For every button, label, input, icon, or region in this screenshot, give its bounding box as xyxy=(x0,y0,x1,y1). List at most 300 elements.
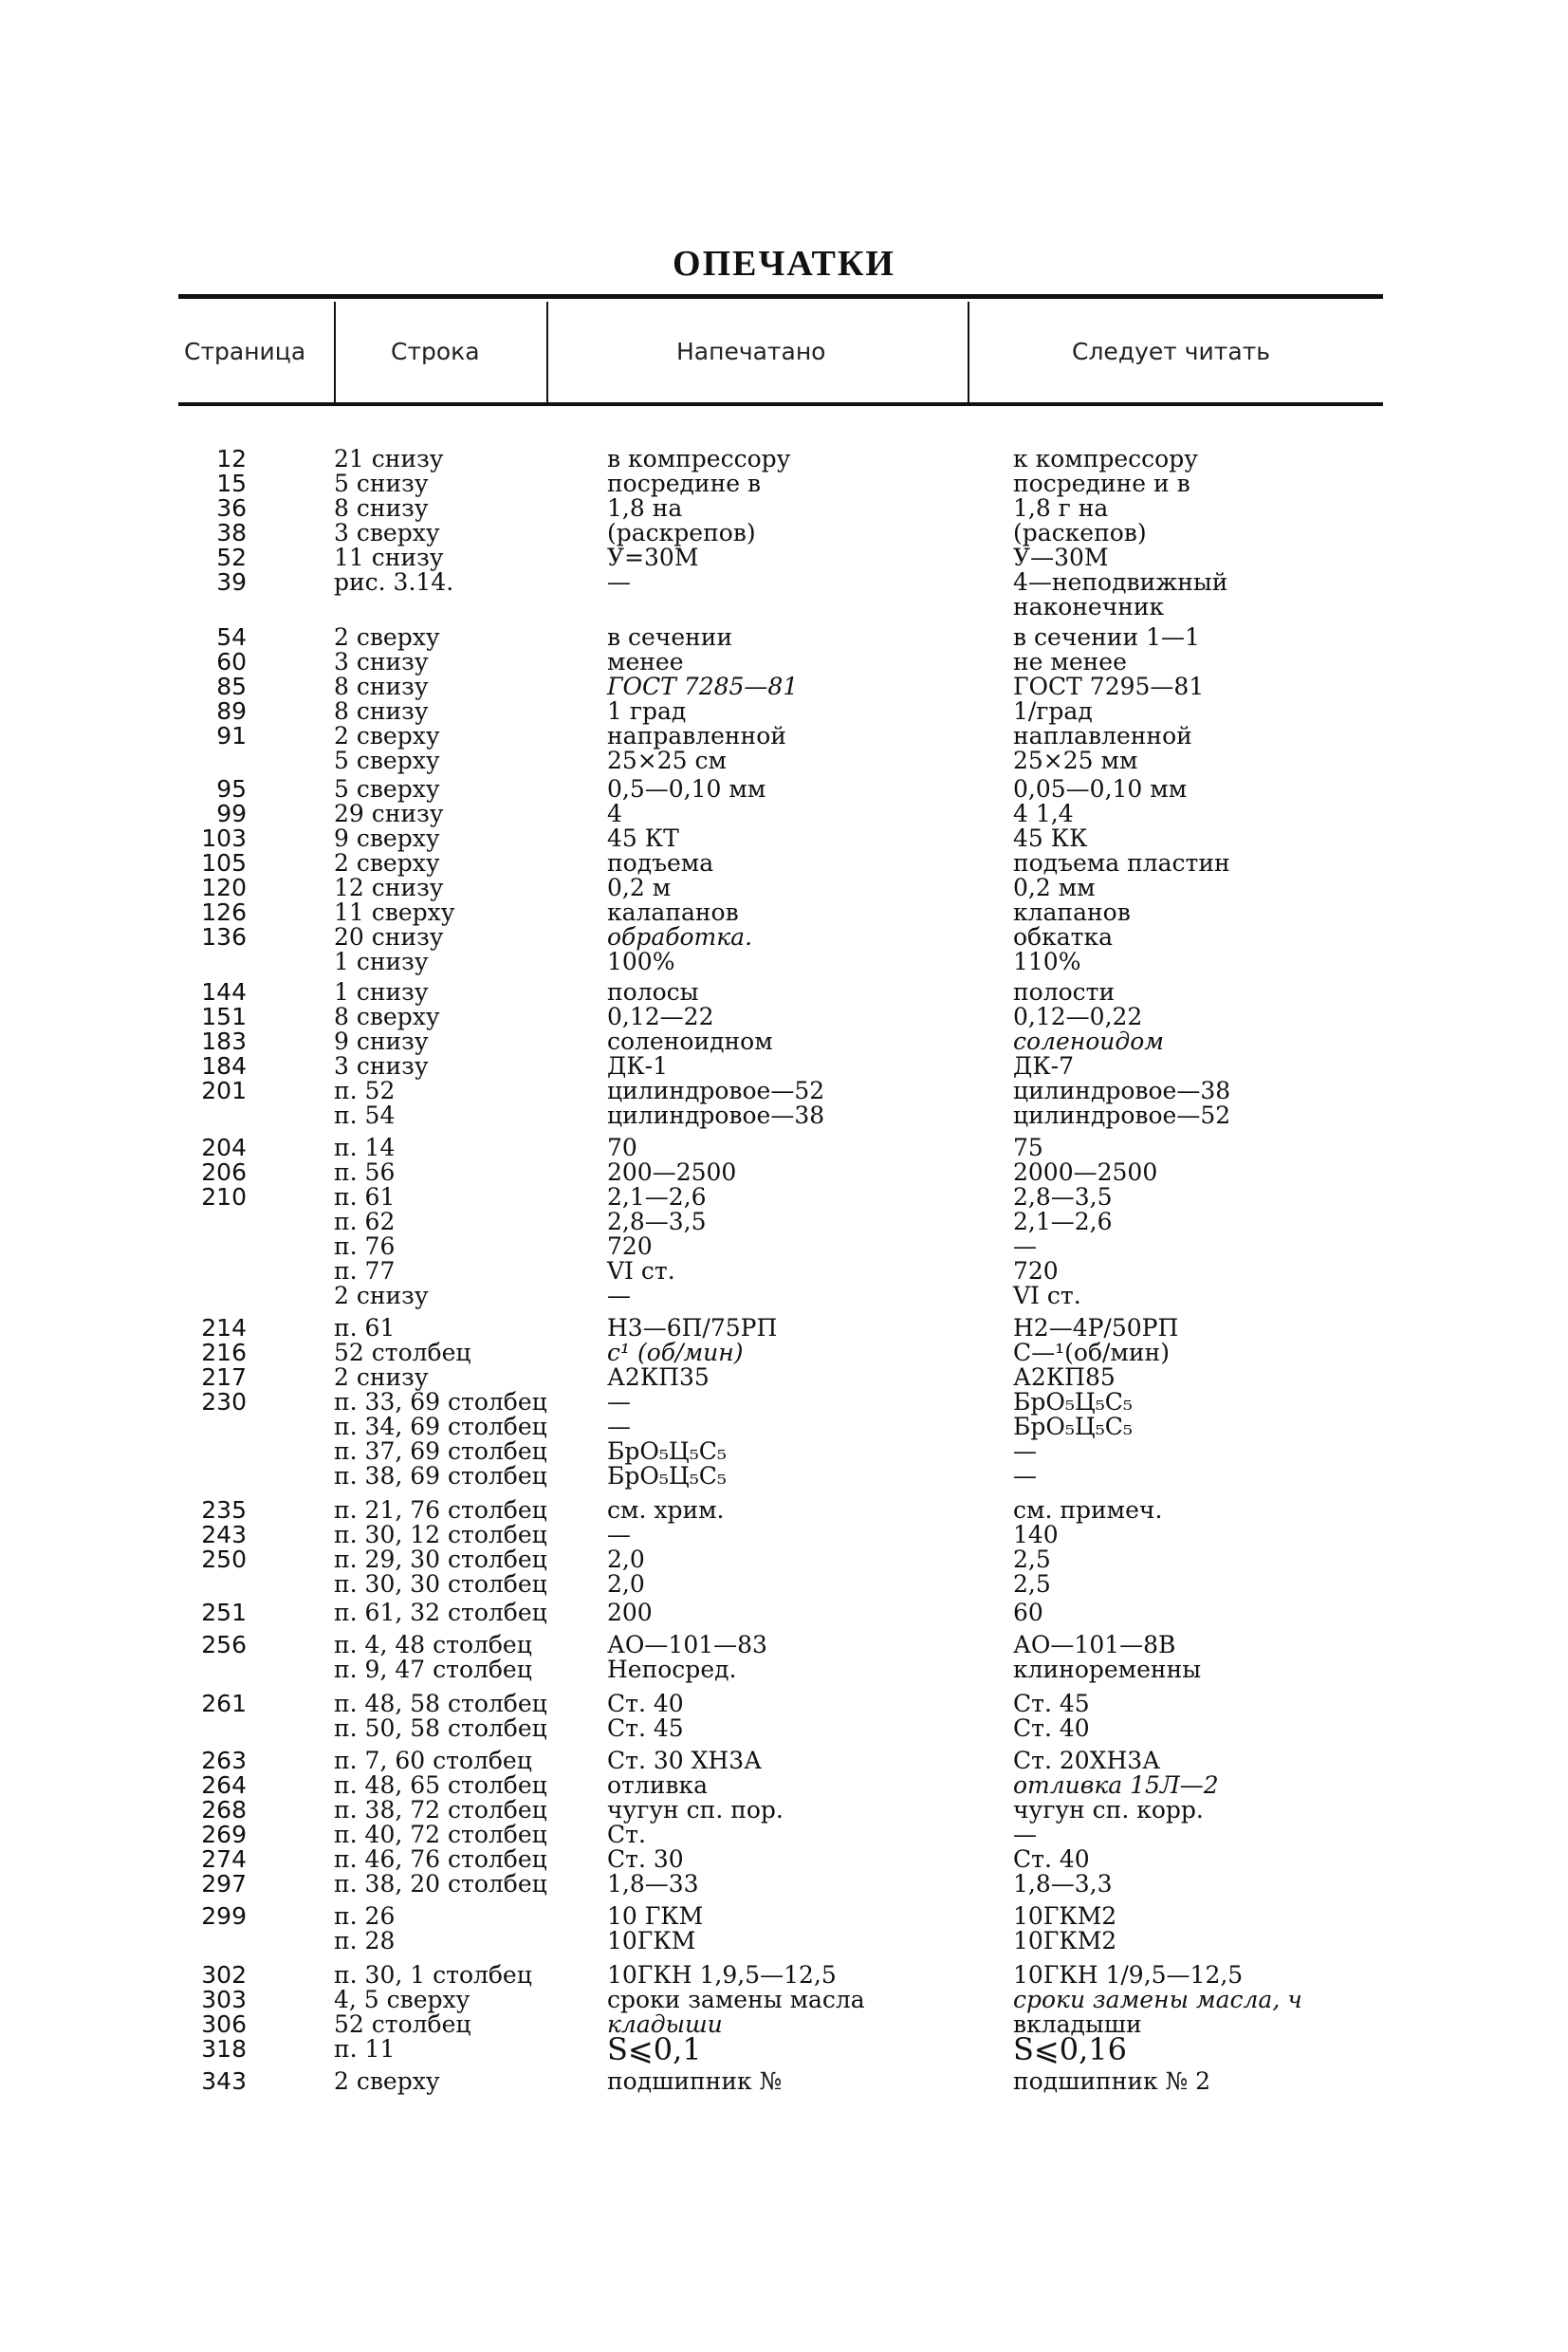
printed-cell: 45 КТ xyxy=(607,824,679,852)
printed-cell: — xyxy=(607,1388,631,1416)
should-read-cell: 140 xyxy=(1013,1521,1059,1548)
should-read-cell: 25×25 мм xyxy=(1013,747,1138,774)
should-read-cell: 0,05—0,10 мм xyxy=(1013,775,1188,803)
should-read-cell: 2,5 xyxy=(1013,1546,1051,1573)
line-cell: 9 сверху xyxy=(334,824,440,852)
printed-cell: — xyxy=(607,1282,631,1309)
printed-cell: соленоидном xyxy=(607,1028,773,1055)
should-read-cell: VI ст. xyxy=(1013,1282,1081,1309)
printed-cell: 70 xyxy=(607,1134,637,1161)
page-cell: 216 xyxy=(201,1339,247,1366)
printed-cell: А2КП35 xyxy=(607,1363,710,1391)
should-read-cell: цилиндровое—38 xyxy=(1013,1077,1231,1104)
line-cell: п. 61 xyxy=(334,1183,396,1211)
printed-cell: 2,0 xyxy=(607,1546,645,1573)
page-cell: 214 xyxy=(201,1314,247,1342)
table-row xyxy=(0,1209,1568,1235)
printed-cell: в компрессору xyxy=(607,445,791,472)
table-row xyxy=(0,723,1568,750)
page-cell: 204 xyxy=(201,1134,247,1161)
should-read-cell: 10ГКН 1/9,5—12,5 xyxy=(1013,1961,1244,1989)
page-cell: 274 xyxy=(201,1845,247,1873)
line-cell: п. 52 xyxy=(334,1077,396,1104)
printed-cell: направленной xyxy=(607,722,786,750)
page-cell: 136 xyxy=(201,923,247,951)
line-cell: 3 снизу xyxy=(334,648,429,676)
printed-cell: посредине в xyxy=(607,470,762,497)
table-row xyxy=(0,825,1568,852)
table-row xyxy=(0,520,1568,546)
printed-cell: чугун сп. пор. xyxy=(607,1796,784,1824)
line-cell: 20 снизу xyxy=(334,923,444,951)
table-row xyxy=(0,1928,1568,1954)
page-cell: 306 xyxy=(201,2010,247,2038)
line-cell: п. 48, 65 столбец xyxy=(334,1771,547,1799)
page-cell: 38 xyxy=(216,519,247,546)
should-read-cell: — xyxy=(1013,1462,1037,1490)
should-read-cell: ДК-7 xyxy=(1013,1052,1075,1080)
should-read-cell: БрО₅Ц₅С₅ xyxy=(1013,1388,1133,1416)
should-read-cell: 45 КК xyxy=(1013,824,1088,852)
printed-cell: ДК-1 xyxy=(607,1052,669,1080)
should-read-cell: — xyxy=(1013,1232,1037,1260)
table-row xyxy=(0,2011,1568,2038)
line-cell: 2 сверху xyxy=(334,722,440,750)
should-read-cell: — xyxy=(1013,1437,1037,1465)
line-cell: 5 сверху xyxy=(334,775,440,803)
should-read-cell: 110% xyxy=(1013,948,1081,975)
line-cell: п. 61, 32 столбец xyxy=(334,1599,547,1626)
table-row xyxy=(0,899,1568,926)
page-title: ОПЕЧАТКИ xyxy=(673,244,895,284)
printed-cell: 0,12—22 xyxy=(607,1003,714,1030)
page-cell: 54 xyxy=(216,623,247,651)
table-row xyxy=(0,545,1568,571)
page-cell: 52 xyxy=(216,544,247,571)
line-cell: п. 11 xyxy=(334,2035,396,2063)
table-row xyxy=(0,979,1568,1006)
printed-cell: Ст. 45 xyxy=(607,1714,684,1742)
printed-cell: в сечении xyxy=(607,623,733,651)
table-row xyxy=(0,1184,1568,1211)
should-read-cell: клапанов xyxy=(1013,898,1131,926)
printed-cell: с¹ (об/мин) xyxy=(607,1339,744,1366)
printed-cell: БрО₅Ц₅С₅ xyxy=(607,1462,727,1490)
printed-cell: 4 xyxy=(607,800,622,827)
should-read-cell: 10ГКМ2 xyxy=(1013,1902,1117,1930)
page-cell: 85 xyxy=(216,673,247,700)
line-cell: 52 столбец xyxy=(334,1339,471,1366)
line-cell: п. 7, 60 столбец xyxy=(334,1747,532,1774)
should-read-cell: цилиндровое—52 xyxy=(1013,1102,1231,1129)
page-cell: 268 xyxy=(201,1796,247,1824)
printed-cell: Ст. 30 ХН3А xyxy=(607,1747,763,1774)
printed-cell: отливка xyxy=(607,1771,709,1799)
printed-cell: БрО₅Ц₅С₅ xyxy=(607,1437,727,1465)
line-cell: п. 61 xyxy=(334,1314,396,1342)
table-row xyxy=(0,1871,1568,1898)
printed-cell: цилиндровое—52 xyxy=(607,1077,825,1104)
table-row xyxy=(0,674,1568,700)
page-cell: 297 xyxy=(201,1870,247,1898)
printed-cell: VI ст. xyxy=(607,1257,675,1285)
printed-cell: АО—101—83 xyxy=(607,1631,767,1658)
page-cell: 250 xyxy=(201,1546,247,1573)
table-row xyxy=(0,2031,1568,2067)
line-cell: п. 26 xyxy=(334,1902,396,1930)
table-row xyxy=(0,1389,1568,1416)
line-cell: 3 сверху xyxy=(334,519,440,546)
printed-cell: 2,0 xyxy=(607,1570,645,1598)
should-read-cell: Ст. 20ХН3А xyxy=(1013,1747,1161,1774)
printed-cell: 25×25 см xyxy=(607,747,727,774)
printed-cell: полосы xyxy=(607,978,699,1006)
page-cell: 243 xyxy=(201,1521,247,1548)
should-read-cell: 1,8—3,3 xyxy=(1013,1870,1113,1898)
printed-cell: — xyxy=(607,568,631,596)
table-row xyxy=(0,1438,1568,1465)
table-row xyxy=(0,2068,1568,2095)
page-cell: 144 xyxy=(201,978,247,1006)
should-read-cell: У—30М xyxy=(1013,544,1109,571)
page-cell: 99 xyxy=(216,800,247,827)
should-read-cell: 10ГКМ2 xyxy=(1013,1927,1117,1954)
line-cell: 8 снизу xyxy=(334,494,429,522)
should-read-cell: 720 xyxy=(1013,1257,1059,1285)
should-read-cell: полости xyxy=(1013,978,1116,1006)
should-read-cell: 4—неподвижный xyxy=(1013,568,1228,596)
line-cell: п. 38, 20 столбец xyxy=(334,1870,547,1898)
printed-cell: 10ГКН 1,9,5—12,5 xyxy=(607,1961,837,1989)
table-row xyxy=(0,1258,1568,1285)
page-cell: 91 xyxy=(216,722,247,750)
line-cell: п. 33, 69 столбец xyxy=(334,1388,547,1416)
line-cell: п. 9, 47 столбец xyxy=(334,1656,532,1683)
line-cell: п. 48, 58 столбец xyxy=(334,1690,547,1717)
printed-cell: ГОСТ 7285—81 xyxy=(607,673,799,700)
line-cell: 52 столбец xyxy=(334,2010,471,2038)
page-cell: 217 xyxy=(201,1363,247,1391)
table-row xyxy=(0,1315,1568,1342)
table-row xyxy=(0,1004,1568,1030)
page-cell: 39 xyxy=(216,568,247,596)
printed-cell: 200—2500 xyxy=(607,1158,737,1186)
table-row xyxy=(0,776,1568,803)
table-row xyxy=(0,1772,1568,1799)
table-row xyxy=(0,801,1568,827)
line-cell: п. 37, 69 столбец xyxy=(334,1437,547,1465)
table-row xyxy=(0,1846,1568,1873)
should-read-cell: ГОСТ 7295—81 xyxy=(1013,673,1205,700)
line-cell: п. 4, 48 столбец xyxy=(334,1631,532,1658)
should-read-cell: 1,8 г на xyxy=(1013,494,1109,522)
table-row xyxy=(0,495,1568,522)
should-read-cell: 2,1—2,6 xyxy=(1013,1208,1113,1235)
printed-cell: цилиндровое—38 xyxy=(607,1102,825,1129)
should-read-cell: АО—101—8В xyxy=(1013,1631,1176,1658)
table-row xyxy=(0,1600,1568,1626)
page-cell: 256 xyxy=(201,1631,247,1658)
printed-cell: см. хрим. xyxy=(607,1496,725,1524)
printed-cell: Ст. xyxy=(607,1821,646,1848)
page-cell: 183 xyxy=(201,1028,247,1055)
line-cell: 2 сверху xyxy=(334,2067,440,2095)
table-row xyxy=(0,624,1568,651)
page-cell: 206 xyxy=(201,1158,247,1186)
line-cell: 4, 5 сверху xyxy=(334,1986,470,2013)
table-row xyxy=(0,1102,1568,1129)
printed-cell: 1,8—33 xyxy=(607,1870,699,1898)
table-row xyxy=(0,1340,1568,1366)
line-cell: п. 29, 30 столбец xyxy=(334,1546,547,1573)
page-cell: 60 xyxy=(216,648,247,676)
line-cell: п. 14 xyxy=(334,1134,396,1161)
line-cell: п. 30, 30 столбец xyxy=(334,1570,547,1598)
line-cell: п. 77 xyxy=(334,1257,396,1285)
page-cell: 184 xyxy=(201,1052,247,1080)
line-cell: 1 снизу xyxy=(334,948,429,975)
printed-cell: обработка. xyxy=(607,923,753,951)
table-row xyxy=(0,1657,1568,1683)
printed-cell: Ст. 40 xyxy=(607,1690,684,1717)
line-cell: п. 30, 1 столбец xyxy=(334,1961,532,1989)
printed-cell: кладыши xyxy=(607,2010,723,2038)
printed-cell: 10ГКМ xyxy=(607,1927,696,1954)
header-page: Страница xyxy=(184,338,306,365)
should-read-cell: (раскепов) xyxy=(1013,519,1147,546)
printed-cell: — xyxy=(607,1413,631,1440)
printed-cell: 1,8 на xyxy=(607,494,683,522)
page-cell: 302 xyxy=(201,1961,247,1989)
line-cell: п. 28 xyxy=(334,1927,396,1954)
table-row xyxy=(0,1987,1568,2013)
should-read-cell: клиноременны xyxy=(1013,1656,1202,1683)
should-read-cell: А2КП85 xyxy=(1013,1363,1116,1391)
table-row xyxy=(0,446,1568,472)
printed-cell: подшипник № xyxy=(607,2067,783,2095)
should-read-cell: С—¹(об/мин) xyxy=(1013,1339,1170,1366)
line-cell: п. 46, 76 столбец xyxy=(334,1845,547,1873)
printed-cell: 2,1—2,6 xyxy=(607,1183,707,1211)
line-cell: п. 54 xyxy=(334,1102,396,1129)
line-cell: 9 снизу xyxy=(334,1028,429,1055)
should-read-cell: обкатка xyxy=(1013,923,1113,951)
should-read-cell: Н2—4Р/50РП xyxy=(1013,1314,1179,1342)
should-read-cell: сроки замены масла, ч xyxy=(1013,1986,1302,2013)
table-row xyxy=(0,569,1568,596)
line-cell: 2 сверху xyxy=(334,623,440,651)
header-line: Строка xyxy=(391,338,480,365)
table-row xyxy=(0,1822,1568,1848)
page-cell: 120 xyxy=(201,874,247,901)
printed-cell: Н3—6П/75РП xyxy=(607,1314,778,1342)
table-row xyxy=(0,1546,1568,1573)
page-cell: 299 xyxy=(201,1902,247,1930)
table-row xyxy=(0,594,1568,620)
line-cell: 2 снизу xyxy=(334,1363,429,1391)
should-read-cell: наплавленной xyxy=(1013,722,1192,750)
printed-cell: 1 град xyxy=(607,697,687,725)
printed-cell: 10 ГКМ xyxy=(607,1902,704,1930)
line-cell: п. 21, 76 столбец xyxy=(334,1496,547,1524)
should-read-cell: чугун сп. корр. xyxy=(1013,1796,1204,1824)
page-cell: 126 xyxy=(201,898,247,926)
line-cell: рис. 3.14. xyxy=(334,568,454,596)
page-cell: 15 xyxy=(216,470,247,497)
line-cell: 29 снизу xyxy=(334,800,444,827)
line-cell: п. 76 xyxy=(334,1232,396,1260)
printed-cell: Непосред. xyxy=(607,1656,737,1683)
line-cell: 1 снизу xyxy=(334,978,429,1006)
page-cell: 230 xyxy=(201,1388,247,1416)
should-read-cell: 2,5 xyxy=(1013,1570,1051,1598)
line-cell: 8 сверху xyxy=(334,1003,440,1030)
page-cell: 201 xyxy=(201,1077,247,1104)
table-row xyxy=(0,1715,1568,1742)
line-cell: 8 снизу xyxy=(334,697,429,725)
table-row xyxy=(0,1233,1568,1260)
page-cell: 12 xyxy=(216,445,247,472)
table-row xyxy=(0,1497,1568,1524)
should-read-cell: в сечении 1—1 xyxy=(1013,623,1200,651)
printed-cell: 2,8—3,5 xyxy=(607,1208,707,1235)
page-cell: 210 xyxy=(201,1183,247,1211)
printed-cell: 100% xyxy=(607,948,675,975)
should-read-cell: 75 xyxy=(1013,1134,1043,1161)
line-cell: 12 снизу xyxy=(334,874,444,901)
line-cell: 5 сверху xyxy=(334,747,440,774)
should-read-cell: посредине и в xyxy=(1013,470,1190,497)
should-read-cell: 0,2 мм xyxy=(1013,874,1096,901)
table-row xyxy=(0,1159,1568,1186)
page-cell: 36 xyxy=(216,494,247,522)
printed-cell: подъема xyxy=(607,849,714,877)
page-cell: 264 xyxy=(201,1771,247,1799)
table-row xyxy=(0,1522,1568,1548)
header-should-read: Следует читать xyxy=(1072,338,1270,365)
should-read-cell: подшипник № 2 xyxy=(1013,2067,1211,2095)
page-cell: 318 xyxy=(201,2035,247,2063)
header-printed: Напечатано xyxy=(676,338,826,365)
table-row xyxy=(0,698,1568,725)
table-row xyxy=(0,1748,1568,1774)
line-cell: 5 снизу xyxy=(334,470,429,497)
should-read-cell: 2,8—3,5 xyxy=(1013,1183,1113,1211)
should-read-cell: Ст. 45 xyxy=(1013,1690,1090,1717)
should-read-cell: к компрессору xyxy=(1013,445,1198,472)
should-read-cell: отливка 15Л—2 xyxy=(1013,1771,1219,1799)
table-row xyxy=(0,1962,1568,1989)
printed-cell: 0,5—0,10 мм xyxy=(607,775,766,803)
printed-cell: 200 xyxy=(607,1599,653,1626)
table-row xyxy=(0,1053,1568,1080)
should-read-cell: не менее xyxy=(1013,648,1127,676)
line-cell: п. 50, 58 столбец xyxy=(334,1714,547,1742)
table-row xyxy=(0,471,1568,497)
printed-cell: 0,2 м xyxy=(607,874,672,901)
table-row xyxy=(0,1078,1568,1104)
printed-cell: — xyxy=(607,1521,631,1548)
should-read-cell: 4 1,4 xyxy=(1013,800,1074,827)
table-row xyxy=(0,875,1568,901)
page-cell: 251 xyxy=(201,1599,247,1626)
printed-cell: (раскрепов) xyxy=(607,519,756,546)
line-cell: п. 34, 69 столбец xyxy=(334,1413,547,1440)
table-row xyxy=(0,949,1568,975)
should-read-cell: S⩽0,16 xyxy=(1013,2031,1127,2067)
page-cell: 151 xyxy=(201,1003,247,1030)
should-read-cell: см. примеч. xyxy=(1013,1496,1163,1524)
page-cell: 263 xyxy=(201,1747,247,1774)
should-read-cell: 0,12—0,22 xyxy=(1013,1003,1143,1030)
printed-cell: S⩽0,1 xyxy=(607,2031,702,2067)
should-read-cell: вкладыши xyxy=(1013,2010,1142,2038)
printed-cell: калапанов xyxy=(607,898,739,926)
line-cell: 2 сверху xyxy=(334,849,440,877)
table-row xyxy=(0,1028,1568,1055)
table-row xyxy=(0,1571,1568,1598)
page-cell: 105 xyxy=(201,849,247,877)
line-cell: п. 56 xyxy=(334,1158,396,1186)
printed-cell: сроки замены масла xyxy=(607,1986,865,2013)
printed-cell: У=30М xyxy=(607,544,699,571)
printed-cell: менее xyxy=(607,648,684,676)
line-cell: п. 38, 69 столбец xyxy=(334,1462,547,1490)
should-read-cell: Ст. 40 xyxy=(1013,1714,1090,1742)
line-cell: 21 снизу xyxy=(334,445,444,472)
should-read-cell: — xyxy=(1013,1821,1037,1848)
line-cell: п. 62 xyxy=(334,1208,396,1235)
page-cell: 235 xyxy=(201,1496,247,1524)
table-row xyxy=(0,1414,1568,1440)
table-row xyxy=(0,1632,1568,1658)
table-row xyxy=(0,748,1568,774)
line-cell: 11 сверху xyxy=(334,898,455,926)
table-row xyxy=(0,1903,1568,1930)
line-cell: 2 снизу xyxy=(334,1282,429,1309)
page-cell: 303 xyxy=(201,1986,247,2013)
page-cell: 89 xyxy=(216,697,247,725)
should-read-cell: соленоидом xyxy=(1013,1028,1165,1055)
table-row xyxy=(0,1364,1568,1391)
printed-cell: Ст. 30 xyxy=(607,1845,684,1873)
should-read-cell: Ст. 40 xyxy=(1013,1845,1090,1873)
should-read-cell: 2000—2500 xyxy=(1013,1158,1158,1186)
line-cell: п. 30, 12 столбец xyxy=(334,1521,547,1548)
should-read-cell: подъема пластин xyxy=(1013,849,1230,877)
table-row xyxy=(0,1463,1568,1490)
page-cell: 269 xyxy=(201,1821,247,1848)
page-cell: 95 xyxy=(216,775,247,803)
page-cell: 261 xyxy=(201,1690,247,1717)
table-row xyxy=(0,1797,1568,1824)
should-read-cell: 1/град xyxy=(1013,697,1093,725)
line-cell: 8 снизу xyxy=(334,673,429,700)
should-read-cell: БрО₅Ц₅С₅ xyxy=(1013,1413,1133,1440)
table-row xyxy=(0,850,1568,877)
printed-cell: 720 xyxy=(607,1232,653,1260)
table-row xyxy=(0,1283,1568,1309)
should-read-cell: наконечник xyxy=(1013,593,1165,620)
table-row xyxy=(0,649,1568,676)
line-cell: п. 38, 72 столбец xyxy=(334,1796,547,1824)
should-read-cell: 60 xyxy=(1013,1599,1043,1626)
table-row xyxy=(0,1135,1568,1161)
page-cell: 343 xyxy=(201,2067,247,2095)
table-row xyxy=(0,1691,1568,1717)
line-cell: 11 снизу xyxy=(334,544,444,571)
line-cell: п. 40, 72 столбец xyxy=(334,1821,547,1848)
